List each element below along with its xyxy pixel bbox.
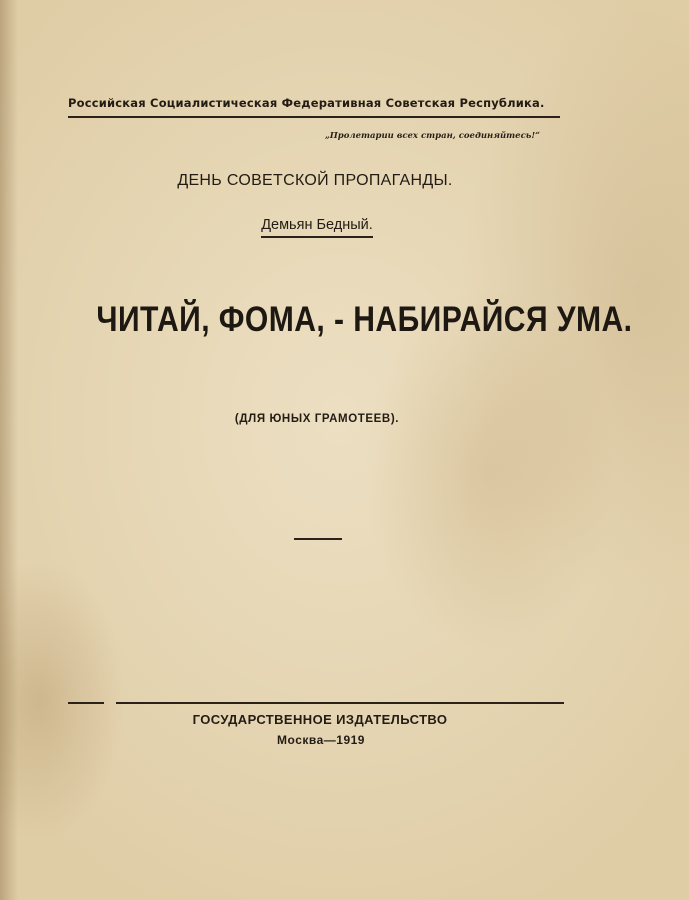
book-subtitle: (ДЛЯ ЮНЫХ ГРАМОТЕЕВ).: [234, 413, 400, 425]
book-title: ЧИТАЙ, ФОМА, - НАБИРАЙСЯ УМА.: [96, 300, 633, 339]
motto: „Пролетарии всех стран, соединяйтесь!“: [324, 131, 540, 141]
publisher: ГОСУДАРСТВЕННОЕ ИЗДАТЕЛЬСТВО: [192, 712, 448, 727]
center-divider: [294, 538, 342, 540]
footer-rule-main: [116, 702, 564, 704]
republic-heading: Российская Социалистическая Федеративная Советская Республика.: [68, 96, 545, 110]
author-name: Демьян Бедный.: [261, 217, 373, 238]
imprint: Москва—1919: [277, 733, 365, 747]
page-edge-shadow: [0, 0, 18, 900]
header-rule: [68, 116, 560, 118]
series-title: ДЕНЬ СОВЕТСКОЙ ПРОПАГАНДЫ.: [177, 172, 453, 189]
footer-rule-left: [68, 702, 104, 704]
author-block: [0, 216, 634, 238]
